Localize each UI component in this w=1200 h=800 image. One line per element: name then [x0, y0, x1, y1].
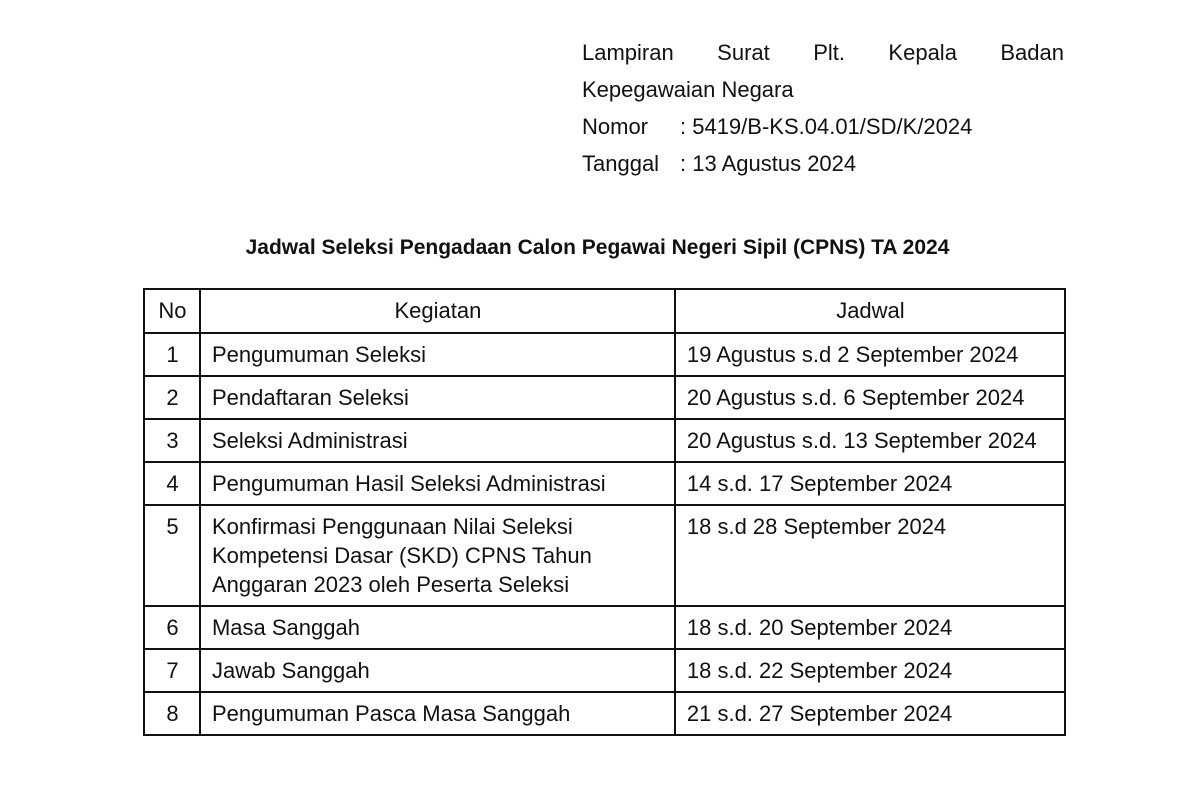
attachment-line-2: Kepegawaian Negara — [582, 77, 794, 102]
header-kegiatan: Kegiatan — [200, 289, 675, 333]
row-jadwal — [675, 419, 1065, 462]
row-kegiatan: Pendaftaran Seleksi — [200, 376, 675, 419]
nomor-label: Nomor — [582, 114, 649, 139]
attachment-line-1 — [582, 34, 1064, 71]
header-no: No — [144, 289, 200, 333]
row-jadwal-text: 20 Agustus s.d. 6 September 2024 — [686, 385, 1025, 410]
row-no: 3 — [144, 419, 200, 462]
row-jadwal-text: 18 s.d. 22 September 2024 — [686, 658, 953, 683]
row-jadwal — [675, 692, 1065, 735]
row-jadwal — [675, 376, 1065, 419]
row-jadwal-text: 18 s.d 28 September 2024 — [686, 514, 947, 539]
row-jadwal — [675, 606, 1065, 649]
row-no: 6 — [144, 606, 200, 649]
row-no: 5 — [144, 505, 200, 606]
row-jadwal — [675, 649, 1065, 692]
row-no: 1 — [144, 333, 200, 376]
table-row — [144, 376, 1065, 419]
row-jadwal — [675, 505, 1065, 606]
row-kegiatan: Seleksi Administrasi — [200, 419, 675, 462]
row-jadwal — [675, 333, 1065, 376]
attachment-nomor-row — [582, 108, 1064, 145]
table-row — [144, 333, 1065, 376]
attachment-word-lampiran: Lampiran — [582, 40, 674, 65]
row-kegiatan: Pengumuman Pasca Masa Sanggah — [200, 692, 675, 735]
table-row — [144, 692, 1065, 735]
row-no: 8 — [144, 692, 200, 735]
table-row — [144, 505, 1065, 606]
nomor-value: : 5419/B-KS.04.01/SD/K/2024 — [680, 114, 973, 139]
row-no: 2 — [144, 376, 200, 419]
row-jadwal — [675, 462, 1065, 505]
table-row — [144, 606, 1065, 649]
schedule-table-body — [144, 333, 1065, 735]
table-row — [144, 649, 1065, 692]
header-jadwal: Jadwal — [675, 289, 1065, 333]
row-jadwal-text: 19 Agustus s.d 2 September 2024 — [686, 342, 1019, 367]
tanggal-label: Tanggal — [582, 151, 660, 176]
attachment-word-surat: Surat — [717, 40, 770, 65]
row-jadwal-text: 14 s.d. 17 September 2024 — [686, 471, 953, 496]
row-jadwal-text: 20 Agustus s.d. 13 September 2024 — [686, 428, 1037, 453]
row-jadwal-text: 18 s.d. 20 September 2024 — [686, 615, 953, 640]
table-row — [144, 462, 1065, 505]
row-no: 7 — [144, 649, 200, 692]
attachment-word-badan: Badan — [1000, 40, 1064, 65]
row-kegiatan: Pengumuman Seleksi — [200, 333, 675, 376]
attachment-header — [582, 34, 1064, 182]
row-kegiatan: Jawab Sanggah — [200, 649, 675, 692]
schedule-table-head — [144, 289, 1065, 333]
attachment-word-plt: Plt. — [813, 40, 845, 65]
row-no: 4 — [144, 462, 200, 505]
tanggal-value: : 13 Agustus 2024 — [680, 151, 857, 176]
row-kegiatan: Masa Sanggah — [200, 606, 675, 649]
row-kegiatan: Pengumuman Hasil Seleksi Administrasi — [200, 462, 675, 505]
attachment-tanggal-row — [582, 145, 1064, 182]
document-title: Jadwal Seleksi Pengadaan Calon Pegawai Negeri Sipil (CPNS) TA 2024 — [245, 236, 950, 259]
row-jadwal-text: 21 s.d. 27 September 2024 — [686, 701, 953, 726]
table-row — [144, 419, 1065, 462]
header-row — [144, 289, 1065, 333]
row-kegiatan: Konfirmasi Penggunaan Nilai Seleksi Kompetensi Dasar (SKD) CPNS Tahun Anggaran 2023 oleh Peserta Seleksi — [200, 505, 675, 606]
schedule-table — [143, 288, 1066, 736]
attachment-word-kepala: Kepala — [888, 40, 957, 65]
